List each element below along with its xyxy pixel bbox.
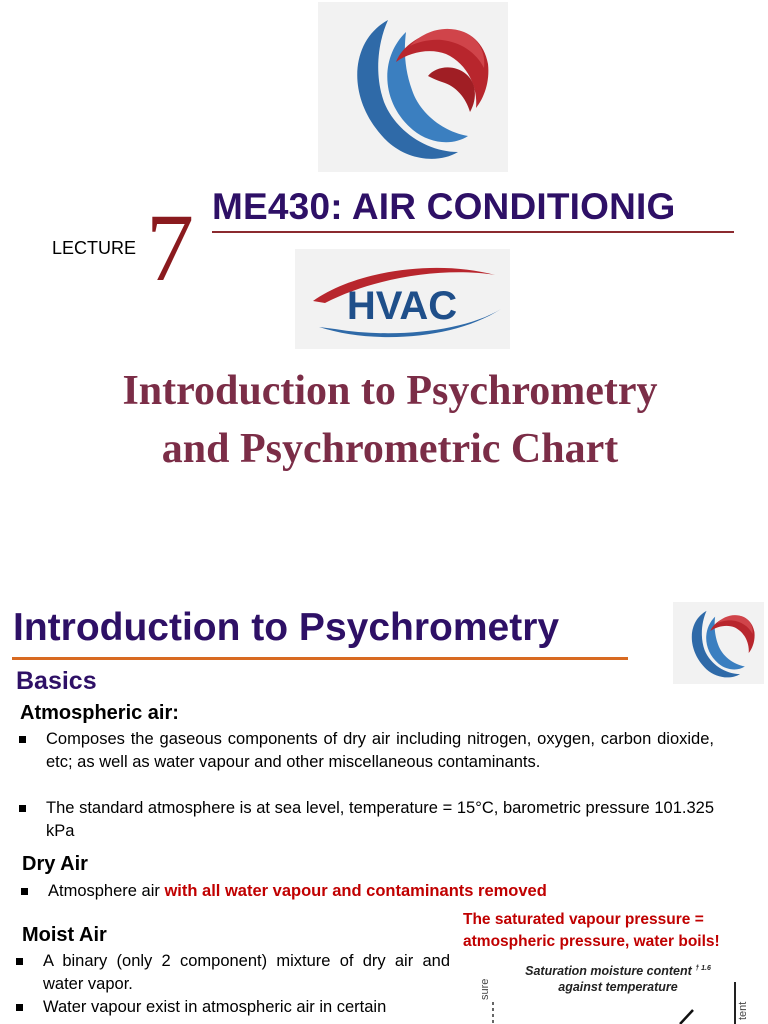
- bullet-item: [48, 880, 688, 903]
- moist-air-heading: Moist Air: [22, 924, 107, 946]
- bullet-text: Composes the gaseous components of dry air including nitrogen, oxygen, carbon dioxide, etc; as well as water vapour and other miscellaneous contaminants.: [46, 730, 714, 771]
- course-title: ME430: AIR CONDITIONIG: [212, 186, 676, 227]
- swirl-logo: [318, 2, 508, 172]
- bullet-text: Atmosphere air: [48, 882, 165, 900]
- swirl-logo-small-icon: [673, 602, 764, 684]
- hvac-logo-text: HVAC: [346, 284, 458, 328]
- bullet-text: The standard atmosphere is at sea level, temperature = 15°C, barometric pressure 101.325 kPa: [46, 799, 714, 840]
- swirl-logo-small: [673, 602, 764, 684]
- bullet-item: [46, 797, 714, 843]
- bullet-emphasis: with all water vapour and contaminants removed: [164, 882, 547, 900]
- callout-line2: atmospheric pressure, water boils!: [463, 933, 720, 950]
- chart-thumb-left-axis-label: sure: [479, 978, 491, 1000]
- lecture-title-line1: Introduction to Psychrometry: [122, 368, 658, 414]
- boiling-callout: [463, 909, 761, 953]
- bullet-icon: [19, 805, 26, 812]
- chart-thumb-title-line2: against temperature: [558, 980, 678, 995]
- bullet-icon: [21, 888, 28, 895]
- dry-air-heading: Dry Air: [22, 853, 88, 875]
- chart-thumb-curve: [475, 952, 755, 1024]
- title-underline: [212, 231, 734, 233]
- bullet-text: Water vapour exist in atmospheric air in certain: [43, 998, 387, 1016]
- bullet-icon: [16, 958, 23, 965]
- atmospheric-air-heading: Atmospheric air:: [20, 702, 179, 724]
- chart-thumb-title-line1: Saturation moisture content: [525, 964, 692, 979]
- lecture-number: 7: [146, 194, 194, 301]
- bullet-item: [43, 950, 450, 996]
- bullet-icon: [16, 1004, 23, 1011]
- hvac-logo: [295, 249, 510, 349]
- bullet-icon: [19, 736, 26, 743]
- heading-underline: [12, 657, 628, 660]
- chart-thumb-superscript: † 1.6: [695, 965, 711, 972]
- hvac-logo-icon: [295, 249, 510, 349]
- slide-heading: Introduction to Psychrometry: [13, 606, 560, 649]
- lecture-title: [40, 362, 740, 478]
- lecture-title-line2: and Psychrometric Chart: [161, 426, 619, 472]
- callout-line1: The saturated vapour pressure =: [463, 911, 704, 928]
- lecture-label: LECTURE: [52, 238, 137, 258]
- saturation-chart-thumbnail: [475, 952, 755, 1024]
- chart-thumb-right-axis-label: tent: [737, 1001, 749, 1020]
- section-basics: Basics: [16, 667, 97, 695]
- swirl-logo-icon: [318, 2, 508, 172]
- bullet-item: [43, 996, 450, 1019]
- bullet-item: [46, 728, 714, 774]
- bullet-text: A binary (only 2 component) mixture of dry air and water vapor.: [43, 952, 450, 993]
